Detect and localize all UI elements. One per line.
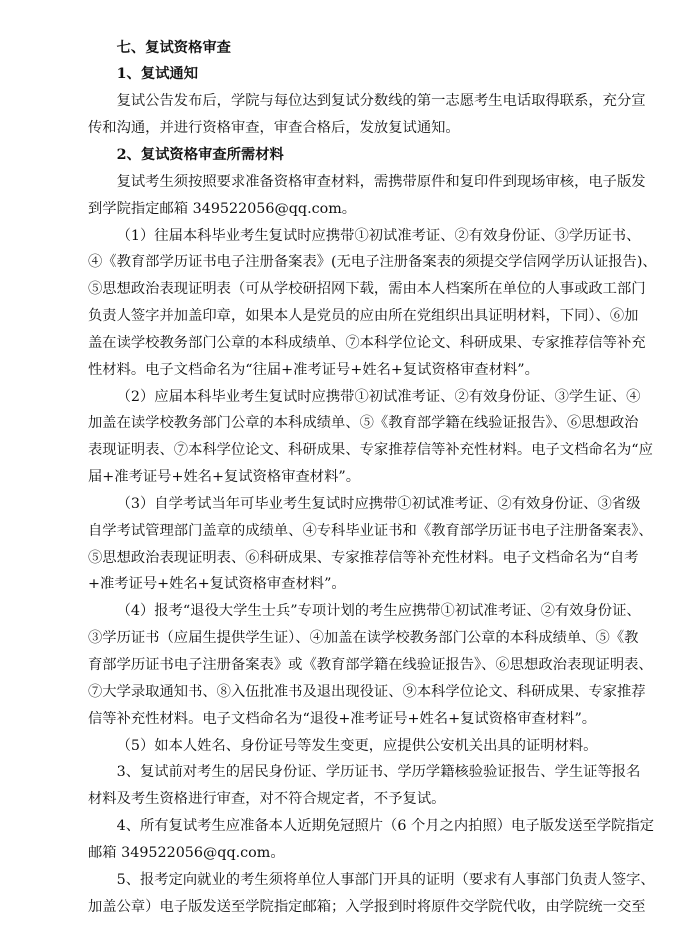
text-line: 表现证明表、⑦本科学位论文、科研成果、专家推荐信等补充性材料。电子文档命名为“应 [88, 442, 653, 459]
list-item [88, 384, 653, 491]
text-line: （3）自学考试当年可毕业考生复试时应携带①初试准考证、②有效身份证、③省级 [116, 495, 641, 512]
text-line: 邮箱 349522056@qq.com。 [88, 844, 285, 861]
text-line: ⑤思想政治表现证明表（可从学校研招网下载，需由本人档案所在单位的人事或政工部门 [88, 281, 646, 298]
text-line: 2、复试资格审查所需材料 [116, 146, 284, 163]
list-item [88, 598, 653, 732]
text-line: 传和沟通，并进行资格审查，审查合格后，发放复试通知。 [88, 120, 460, 137]
section-title [88, 35, 633, 62]
text-line: （1）往届本科毕业考生复试时应携带①初试准考证、②有效身份证、③学历证书、 [116, 227, 641, 244]
list-item [88, 491, 653, 598]
text-line: +准考证号+姓名+复试资格审查材料”。 [88, 576, 346, 593]
text-line: 1、复试通知 [116, 66, 199, 83]
paragraph [88, 813, 655, 867]
document-page [88, 35, 657, 921]
text-line: 加盖在读学校教务部门公章的本科成绩单、⑤《教育部学籍在线验证报告》、⑥思想政治 [88, 415, 639, 432]
paragraph [88, 867, 655, 921]
text-line: 盖在读学校教务部门公章的本科成绩单、⑦本科学位论文、科研成果、专家推荐信等补充 [88, 334, 646, 351]
paragraph [88, 169, 646, 223]
subsection-heading [88, 61, 633, 88]
paragraph [88, 759, 641, 813]
text-line: 育部学历证书电子注册备案表》或《教育部学籍在线验证报告》、⑥思想政治表现证明表、 [88, 657, 653, 673]
text-line: 性材料。电子文档命名为“往届+准考证号+姓名+复试资格审查材料”。 [88, 361, 539, 378]
list-item [88, 223, 657, 384]
text-line: 信等补充性材料。电子文档命名为“退役+准考证号+姓名+复试资格审查材料”。 [88, 710, 597, 727]
text-line: 负责人签字并加盖印章，如果本人是党员的应由所在党组织出具证明材料，下同）、⑥加 [88, 308, 639, 325]
subsection-heading [88, 142, 633, 169]
text-line: ③学历证书（应届生提供学生证）、④加盖在读学校教务部门公章的本科成绩单、⑤《教 [88, 630, 639, 647]
text-line: （2）应届本科毕业考生复试时应携带①初试准考证、②有效身份证、③学生证、④ [116, 388, 641, 405]
text-line: 复试考生须按照要求准备资格审查材料，需携带原件和复印件到现场审核，电子版发 [116, 173, 646, 190]
text-line: ④《教育部学历证书电子注册备案表》(无电子注册备案表的须提交学信网学历认证报告)、 [88, 254, 657, 271]
text-line: 3、复试前对考生的居民身份证、学历证书、学历学籍核验验证报告、学生证等报名 [116, 764, 641, 781]
list-item [88, 733, 633, 760]
text-line: 加盖公章）电子版发送至学院指定邮箱；入学报到时将原件交学院代收，由学院统一交至 [88, 898, 646, 915]
text-line: 4、所有复试考生应准备本人近期免冠照片（6 个月之内拍照）电子版发送至学院指定 [116, 818, 655, 835]
text-line: 5、报考定向就业的考生须将单位人事部门开具的证明（要求有人事部门负责人签字、 [116, 871, 655, 888]
text-line: ⑤思想政治表现证明表、⑥科研成果、专家推荐信等补充性材料。电子文档命名为“自考 [88, 549, 639, 566]
text-line: 自学考试管理部门盖章的成绩单、④专科毕业证书和《教育部学历证书电子注册备案表》、 [88, 522, 653, 539]
text-line: （4）报考“退役大学生士兵”专项计划的考生应携带①初试准考证、②有效身份证、 [116, 603, 641, 620]
text-line: （5）如本人姓名、身份证号等发生变更，应提供公安机关出具的证明材料。 [116, 737, 598, 754]
paragraph [88, 88, 646, 142]
text-line: 七、复试资格审查 [116, 39, 231, 56]
text-line: 复试公告发布后，学院与每位达到复试分数线的第一志愿考生电话取得联系，充分宣 [116, 93, 646, 110]
text-line: ⑦大学录取通知书、⑧入伍批准书及退出现役证、⑨本科学位论文、科研成果、专家推荐 [88, 683, 646, 700]
text-line: 届+准考证号+姓名+复试资格审查材料”。 [88, 469, 360, 486]
text-line: 材料及考生资格进行审查，对不符合规定者，不予复试。 [88, 791, 446, 808]
text-line: 到学院指定邮箱 349522056@qq.com。 [88, 200, 357, 217]
